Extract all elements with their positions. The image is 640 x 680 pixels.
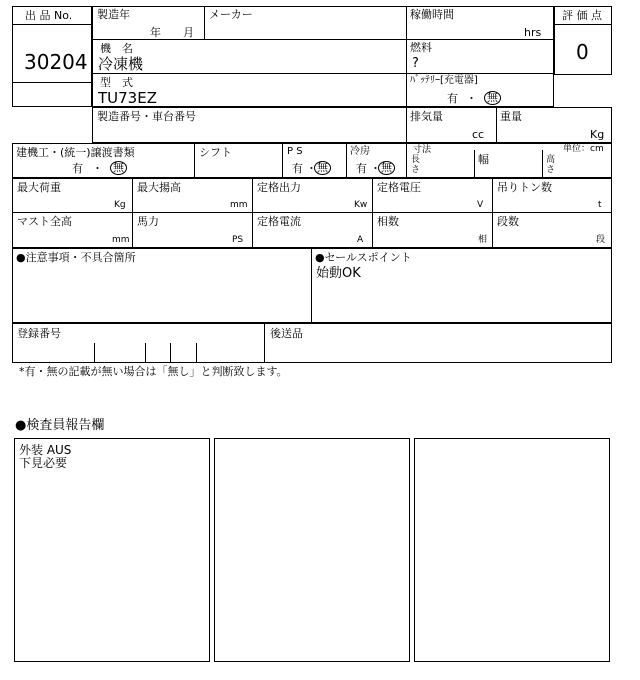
max-lift-unit: mm xyxy=(230,200,248,210)
type-label: 型 式 xyxy=(100,76,133,89)
ps-yes: 有 xyxy=(292,162,303,175)
ps-label: P S xyxy=(287,146,303,157)
cooler-sep: ・ xyxy=(370,162,381,175)
inspector-box-3 xyxy=(414,438,610,662)
serial-label: 製造番号・車台番号 xyxy=(97,110,196,123)
shift-label: シフト xyxy=(199,146,232,159)
battery-label: ﾊﾞｯﾃﾘｰ[充電器] xyxy=(410,75,478,86)
steps-unit: 段 xyxy=(596,235,606,245)
registration-label: 登録番号 xyxy=(17,327,61,340)
phase-label: 相数 xyxy=(377,215,399,228)
cooler-no-circled: 無 xyxy=(378,161,395,175)
battery-sep: ・ xyxy=(466,92,477,105)
lot-number: 30204 xyxy=(24,50,88,74)
fuel-value: ? xyxy=(412,56,419,71)
inspector-note-line-2: 下見必要 xyxy=(19,456,68,470)
score-label: 評 価 点 xyxy=(562,9,602,22)
battery-no-circled: 無 xyxy=(484,91,501,105)
ps-no-circled: 無 xyxy=(314,161,331,175)
steps-label: 段数 xyxy=(497,215,519,228)
inspector-note-line-1: 外装 AUS xyxy=(19,443,72,457)
sales-point-text: 始動OK xyxy=(316,266,361,281)
lift-ton-unit: t xyxy=(598,200,602,210)
weight-label: 重量 xyxy=(500,110,522,123)
transfer-no-circled: 無 xyxy=(110,161,127,175)
transfer-yes: 有 xyxy=(72,162,83,175)
max-lift-label: 最大揚高 xyxy=(137,181,181,194)
transfer-docs-label: 建機工・(統一)譲渡書類 xyxy=(16,146,135,159)
rated-output-label: 定格出力 xyxy=(257,181,301,194)
caution-label: ●注意事項・不具合箇所 xyxy=(16,251,136,264)
inspector-report-title: ●検査員報告欄 xyxy=(15,418,105,433)
weight-unit: Kg xyxy=(590,128,605,141)
dimension-unit: 単位：cm xyxy=(563,144,604,154)
rated-voltage-label: 定格電圧 xyxy=(377,181,421,194)
inspector-box-2 xyxy=(214,438,410,662)
phase-unit: 相 xyxy=(478,235,488,245)
rated-voltage-unit: V xyxy=(477,200,484,210)
horsepower-label: 馬力 xyxy=(137,215,159,228)
dimensions-label: 寸法 xyxy=(413,145,432,155)
header-frame xyxy=(92,6,554,107)
displacement-unit: cc xyxy=(472,128,485,141)
hours-unit: hrs xyxy=(524,26,542,39)
lot-number-label: 出 品 No. xyxy=(25,9,73,22)
type-value: TU73EZ xyxy=(98,89,157,107)
dim-height-b: さ xyxy=(546,165,556,175)
transfer-sep: ・ xyxy=(92,162,103,175)
score-value: 0 xyxy=(576,40,589,64)
displacement-label: 排気量 xyxy=(410,110,443,123)
follow-up-shipment-label: 後送品 xyxy=(270,327,303,340)
rated-current-unit: A xyxy=(357,235,364,245)
model-name: 冷凍機 xyxy=(98,55,144,73)
footnote: *有・無の記載が無い場合は「無し」と判断致します。 xyxy=(19,365,288,378)
cooler-yes: 有 xyxy=(356,162,367,175)
dim-height-a: 高 xyxy=(546,155,556,165)
maker-label: メーカー xyxy=(209,8,253,21)
inspector-box-1 xyxy=(14,438,210,662)
dim-length-b: さ xyxy=(411,165,421,175)
fuel-label: 燃料 xyxy=(410,41,432,54)
mast-height-label: マスト全高 xyxy=(17,215,72,228)
cooler-label: 冷房 xyxy=(350,146,370,157)
registration-row xyxy=(12,323,612,363)
sales-point-label: ●セールスポイント xyxy=(315,251,412,264)
model-name-label: 機 名 xyxy=(100,42,133,55)
horsepower-unit: PS xyxy=(232,235,244,245)
max-load-label: 最大荷重 xyxy=(17,181,61,194)
hours-label: 稼働時間 xyxy=(410,8,454,21)
rated-output-unit: Kw xyxy=(354,200,368,210)
mast-height-unit: mm xyxy=(112,235,130,245)
lift-ton-label: 吊りトン数 xyxy=(497,181,552,194)
ps-sep: ・ xyxy=(306,162,317,175)
max-load-unit: Kg xyxy=(114,200,126,210)
year-unit: 年 月 xyxy=(150,26,194,39)
rated-current-label: 定格電流 xyxy=(257,215,301,228)
year-label: 製造年 xyxy=(97,8,130,21)
dim-length-a: 長 xyxy=(411,155,421,165)
dim-width: 幅 xyxy=(478,153,489,166)
battery-yes: 有 xyxy=(447,92,458,105)
